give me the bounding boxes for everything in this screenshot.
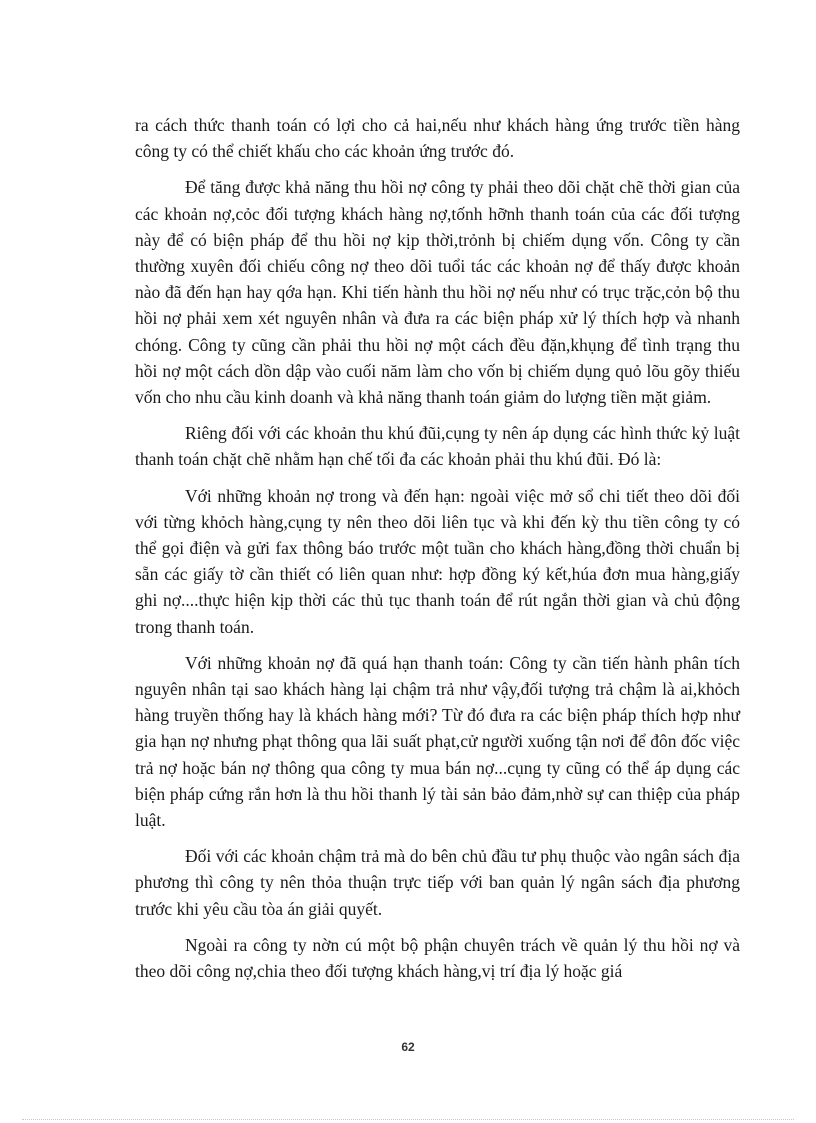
paragraph-dedicated-department: Ngoài ra công ty nờn cú một bộ phận chuyên trách về quản lý thu hồi nợ và theo dõi công nợ,chia theo đối tượng khách hàng,vị trí địa lý hoặc giá <box>135 934 740 982</box>
paragraph-doubtful-receivables: Riêng đối với các khoản thu khú đũi,cụng ty nên áp dụng các hình thức kỷ luật thanh toán chặt chẽ nhằm hạn chế tối đa các khoản phải thu khú đũi. Đó là: <box>135 423 740 470</box>
paragraph-local-budget: Đối với các khoản chậm trả mà do bên chủ đầu tư phụ thuộc vào ngân sách địa phương thì công ty nên thỏa thuận trực tiếp với ban quản lý ngân sách địa phương trước khi yêu cầu tòa án giải quyết. <box>135 846 740 919</box>
page-bottom-divider <box>22 1119 794 1120</box>
paragraph-overdue-debts: Với những khoản nợ đã quá hạn thanh toán: Công ty cần tiến hành phân tích nguyên nhân tại sao khách hàng lại chậm trả như vậy,đối tượng trả chậm là ai,khỏch hàng truyền thống hay là khách hàng mới? Từ đó đưa ra các biện pháp thích hợp như gia hạn nợ nhưng phạt thông qua lãi suất phạt,cử người xuống tận nơi để đôn đốc việc trả nợ hoặc bán nợ thông qua công ty mua bán nợ...cụng ty cũng có thể áp dụng các biện pháp cứng rắn hơn là thu hồi thanh lý tài sản bảo đảm,nhờ sự can thiệp của pháp luật. <box>135 652 740 831</box>
paragraph-continuation: ra cách thức thanh toán có lợi cho cả hai,nếu như khách hàng ứng trước tiền hàng công ty có thể chiết khấu cho các khoản ứng trước đó. <box>135 115 740 162</box>
paragraph-debt-collection: Để tăng được khả năng thu hồi nợ công ty phải theo dõi chặt chẽ thời gian của các khoản nợ,cỏc đối tượng khách hàng nợ,tốnh hỡnh thanh toán của các đối tượng này để có biện pháp để thu hồi nợ kịp thời,trỏnh bị chiếm dụng vốn. Công ty cần thường xuyên đối chiếu công nợ theo dõi tuổi tác các khoản nợ để thấy được khoản nào đã đến hạn hay qớa hạn. Khi tiến hành thu hồi nợ nếu như có trục trặc,cỏn bộ thu hồi nợ phải xem xét nguyên nhân và đưa ra các biện pháp xử lý thích hợp và nhanh chóng. Công ty cũng cần phải thu hồi nợ một cách đều đặn,khụng để tình trạng thu hồi nợ một cách dồn dập vào cuối năm làm cho vốn bị chiếm dụng quỏ lõu gõy thiếu vốn cho nhu cầu kinh doanh và khả năng thanh toán giảm do lượng tiền mặt giảm. <box>135 177 740 408</box>
page-number: 62 <box>401 1040 415 1054</box>
body-text <box>135 112 740 994</box>
paragraph-due-debts: Với những khoản nợ trong và đến hạn: ngoài việc mở sổ chi tiết theo dõi đối với từng khỏch hàng,cụng ty nên theo dõi liên tục và khi đến kỳ thu tiền công ty có thể gọi điện và gửi fax thông báo trước một tuần cho khách hàng,đồng thời chuẩn bị sẵn các giấy tờ cần thiết có liên quan như: hợp đồng ký kết,húa đơn mua hàng,giấy ghi nợ....thực hiện kịp thời các thủ tục thanh toán để rút ngắn thời gian và chủ động trong thanh toán. <box>135 485 740 637</box>
